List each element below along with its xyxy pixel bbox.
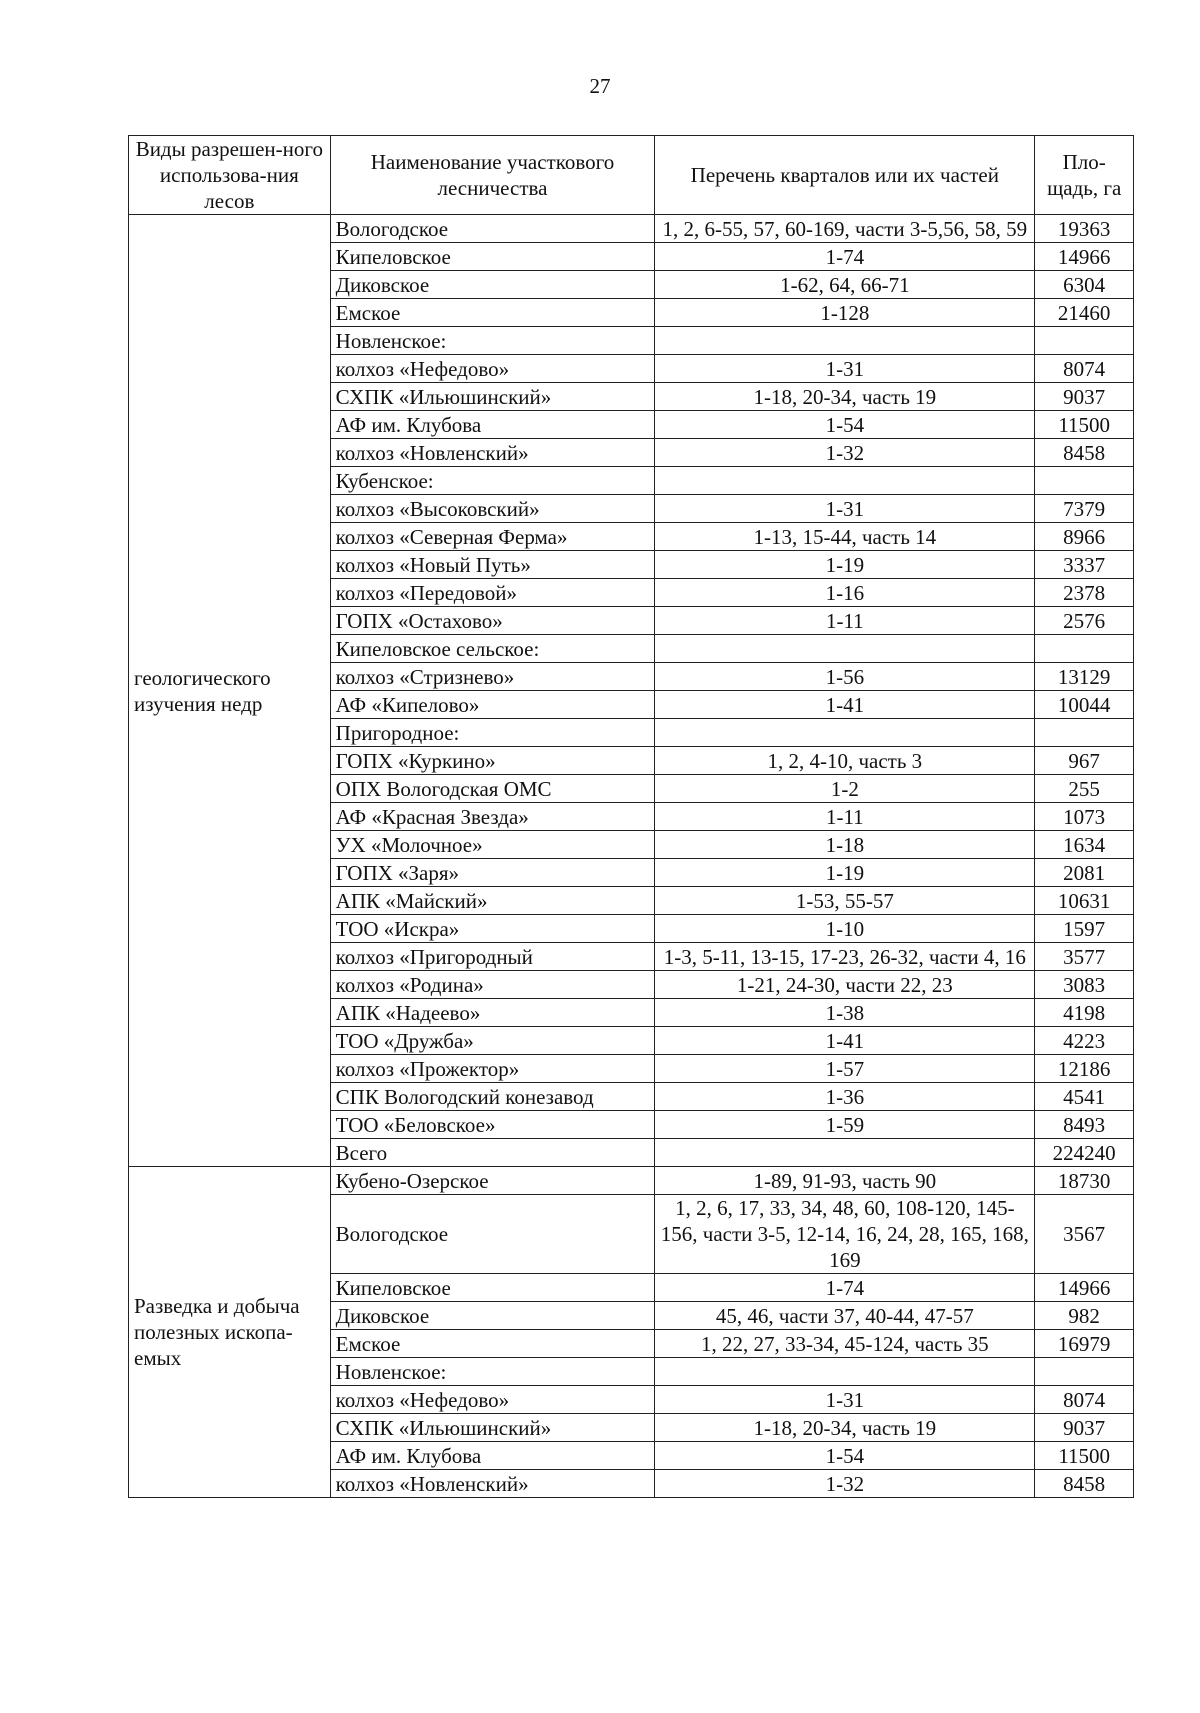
header-forestry-name: Наименование участкового лесничества [330, 136, 655, 215]
area-cell: 1597 [1035, 915, 1134, 943]
forestry-name-cell: колхоз «Родина» [330, 971, 655, 999]
forestry-name-cell: ТОО «Искра» [330, 915, 655, 943]
quarters-cell: 1, 2, 6-55, 57, 60-169, части 3-5,56, 58, 59 [655, 215, 1035, 243]
quarters-cell: 1-54 [655, 411, 1035, 439]
area-cell: 8493 [1035, 1111, 1134, 1139]
quarters-cell: 1-38 [655, 999, 1035, 1027]
forestry-name-cell: СХПК «Ильюшинский» [330, 383, 655, 411]
quarters-cell [655, 1139, 1035, 1167]
quarters-cell: 1-18 [655, 831, 1035, 859]
forestry-name-cell: ГОПХ «Остахово» [330, 607, 655, 635]
forestry-name-cell: Диковское [330, 271, 655, 299]
forestry-name-cell: колхоз «Стризнево» [330, 663, 655, 691]
area-cell: 11500 [1035, 1442, 1134, 1470]
forestry-name-cell: колхоз «Нефедово» [330, 355, 655, 383]
forestry-name-cell: колхоз «Северная Ферма» [330, 523, 655, 551]
quarters-cell: 1-16 [655, 579, 1035, 607]
area-cell: 18730 [1035, 1167, 1134, 1195]
forestry-name-cell: СХПК «Ильюшинский» [330, 1414, 655, 1442]
forestry-name-cell: колхоз «Высоковский» [330, 495, 655, 523]
area-cell: 16979 [1035, 1330, 1134, 1358]
quarters-cell: 1-53, 55-57 [655, 887, 1035, 915]
forestry-name-cell: Вологодское [330, 215, 655, 243]
quarters-cell: 1-56 [655, 663, 1035, 691]
forestry-name-cell: Вологодское [330, 1195, 655, 1274]
forestry-name-cell: Кипеловское сельское: [330, 635, 655, 663]
quarters-cell: 1-74 [655, 1274, 1035, 1302]
quarters-cell [655, 327, 1035, 355]
forestry-name-cell: Новленское: [330, 327, 655, 355]
quarters-cell: 1-128 [655, 299, 1035, 327]
quarters-cell [655, 1358, 1035, 1386]
forestry-name-cell: АФ им. Клубова [330, 411, 655, 439]
quarters-cell: 1-10 [655, 915, 1035, 943]
area-cell: 2081 [1035, 859, 1134, 887]
area-cell: 3083 [1035, 971, 1134, 999]
area-cell [1035, 719, 1134, 747]
area-cell: 13129 [1035, 663, 1134, 691]
forestry-name-cell: УХ «Молочное» [330, 831, 655, 859]
quarters-cell: 1-54 [655, 1442, 1035, 1470]
area-cell: 4541 [1035, 1083, 1134, 1111]
area-cell: 11500 [1035, 411, 1134, 439]
area-cell: 8966 [1035, 523, 1134, 551]
area-cell [1035, 467, 1134, 495]
area-cell: 3567 [1035, 1195, 1134, 1274]
area-cell: 2378 [1035, 579, 1134, 607]
table-row [129, 1167, 1134, 1195]
table-row [129, 215, 1134, 243]
header-quarters: Перечень кварталов или их частей [655, 136, 1035, 215]
header-category: Виды разрешен-ного использова-ния лесов [129, 136, 331, 215]
page-number: 27 [589, 74, 611, 98]
quarters-cell: 1-32 [655, 1470, 1035, 1498]
forestry-name-cell: Пригородное: [330, 719, 655, 747]
area-cell [1035, 635, 1134, 663]
area-cell: 8074 [1035, 355, 1134, 383]
forestry-name-cell: АФ «Красная Звезда» [330, 803, 655, 831]
forestry-name-cell: ТОО «Дружба» [330, 1027, 655, 1055]
area-cell: 4198 [1035, 999, 1134, 1027]
area-cell: 14966 [1035, 1274, 1134, 1302]
forestry-name-cell: Емское [330, 299, 655, 327]
area-cell: 9037 [1035, 383, 1134, 411]
quarters-cell: 1-18, 20-34, часть 19 [655, 383, 1035, 411]
forestry-name-cell: Кубенское: [330, 467, 655, 495]
area-cell: 14966 [1035, 243, 1134, 271]
area-cell: 8458 [1035, 439, 1134, 467]
quarters-cell: 1-41 [655, 1027, 1035, 1055]
forestry-name-cell: колхоз «Передовой» [330, 579, 655, 607]
area-cell: 2576 [1035, 607, 1134, 635]
forestry-name-cell: Диковское [330, 1302, 655, 1330]
area-cell: 21460 [1035, 299, 1134, 327]
area-cell: 6304 [1035, 271, 1134, 299]
quarters-cell: 1-74 [655, 243, 1035, 271]
area-cell: 4223 [1035, 1027, 1134, 1055]
forestry-name-cell: СПК Вологодский конезавод [330, 1083, 655, 1111]
quarters-cell: 1-11 [655, 803, 1035, 831]
forest-use-table [128, 135, 1134, 1498]
forestry-name-cell: колхоз «Пригородный [330, 943, 655, 971]
area-cell: 10044 [1035, 691, 1134, 719]
category-cell: Разведка и добыча полезных ископа-емых [129, 1167, 331, 1498]
quarters-cell [655, 467, 1035, 495]
forestry-name-cell: АФ «Кипелово» [330, 691, 655, 719]
quarters-cell: 1-2 [655, 775, 1035, 803]
area-cell: 3577 [1035, 943, 1134, 971]
quarters-cell: 1-31 [655, 355, 1035, 383]
forestry-name-cell: Всего [330, 1139, 655, 1167]
area-cell: 224240 [1035, 1139, 1134, 1167]
forestry-name-cell: Кипеловское [330, 1274, 655, 1302]
quarters-cell: 1-57 [655, 1055, 1035, 1083]
forestry-name-cell: колхоз «Новленский» [330, 439, 655, 467]
quarters-cell: 1-62, 64, 66-71 [655, 271, 1035, 299]
forestry-name-cell: ГОПХ «Куркино» [330, 747, 655, 775]
area-cell: 7379 [1035, 495, 1134, 523]
quarters-cell: 1-36 [655, 1083, 1035, 1111]
quarters-cell: 1-11 [655, 607, 1035, 635]
area-cell: 12186 [1035, 1055, 1134, 1083]
area-cell: 255 [1035, 775, 1134, 803]
quarters-cell: 1, 22, 27, 33-34, 45-124, часть 35 [655, 1330, 1035, 1358]
forestry-name-cell: Кипеловское [330, 243, 655, 271]
quarters-cell: 1-41 [655, 691, 1035, 719]
area-cell: 19363 [1035, 215, 1134, 243]
quarters-cell: 1, 2, 4-10, часть 3 [655, 747, 1035, 775]
quarters-cell: 1-89, 91-93, часть 90 [655, 1167, 1035, 1195]
forestry-name-cell: колхоз «Новый Путь» [330, 551, 655, 579]
quarters-cell: 1-21, 24-30, части 22, 23 [655, 971, 1035, 999]
area-cell: 967 [1035, 747, 1134, 775]
table-header-row [129, 136, 1134, 215]
area-cell: 3337 [1035, 551, 1134, 579]
forestry-name-cell: Новленское: [330, 1358, 655, 1386]
quarters-cell: 1-59 [655, 1111, 1035, 1139]
forestry-name-cell: колхоз «Прожектор» [330, 1055, 655, 1083]
area-cell: 10631 [1035, 887, 1134, 915]
quarters-cell: 1-31 [655, 1386, 1035, 1414]
quarters-cell [655, 635, 1035, 663]
quarters-cell: 1-18, 20-34, часть 19 [655, 1414, 1035, 1442]
quarters-cell: 1-19 [655, 551, 1035, 579]
quarters-cell: 1-31 [655, 495, 1035, 523]
quarters-cell: 1-19 [655, 859, 1035, 887]
category-cell: геологического изучения недр [129, 215, 331, 1167]
forestry-name-cell: Кубено-Озерское [330, 1167, 655, 1195]
forestry-name-cell: колхоз «Новленский» [330, 1470, 655, 1498]
quarters-cell [655, 719, 1035, 747]
quarters-cell: 1, 2, 6, 17, 33, 34, 48, 60, 108-120, 145-156, части 3-5, 12-14, 16, 24, 28, 165, 168, 169 [655, 1195, 1035, 1274]
forestry-name-cell: АФ им. Клубова [330, 1442, 655, 1470]
quarters-cell: 1-32 [655, 439, 1035, 467]
forestry-name-cell: АПК «Майский» [330, 887, 655, 915]
area-cell: 1073 [1035, 803, 1134, 831]
forestry-name-cell: ОПХ Вологодская ОМС [330, 775, 655, 803]
forestry-name-cell: ТОО «Беловское» [330, 1111, 655, 1139]
area-cell: 982 [1035, 1302, 1134, 1330]
forestry-name-cell: Емское [330, 1330, 655, 1358]
area-cell [1035, 1358, 1134, 1386]
forestry-name-cell: колхоз «Нефедово» [330, 1386, 655, 1414]
area-cell [1035, 327, 1134, 355]
forestry-name-cell: ГОПХ «Заря» [330, 859, 655, 887]
quarters-cell: 1-13, 15-44, часть 14 [655, 523, 1035, 551]
quarters-cell: 1-3, 5-11, 13-15, 17-23, 26-32, части 4, 16 [655, 943, 1035, 971]
area-cell: 8074 [1035, 1386, 1134, 1414]
table-body [129, 215, 1134, 1498]
area-cell: 1634 [1035, 831, 1134, 859]
forestry-name-cell: АПК «Надеево» [330, 999, 655, 1027]
quarters-cell: 45, 46, части 37, 40-44, 47-57 [655, 1302, 1035, 1330]
area-cell: 9037 [1035, 1414, 1134, 1442]
area-cell: 8458 [1035, 1470, 1134, 1498]
header-area: Пло-щадь, га [1035, 136, 1134, 215]
